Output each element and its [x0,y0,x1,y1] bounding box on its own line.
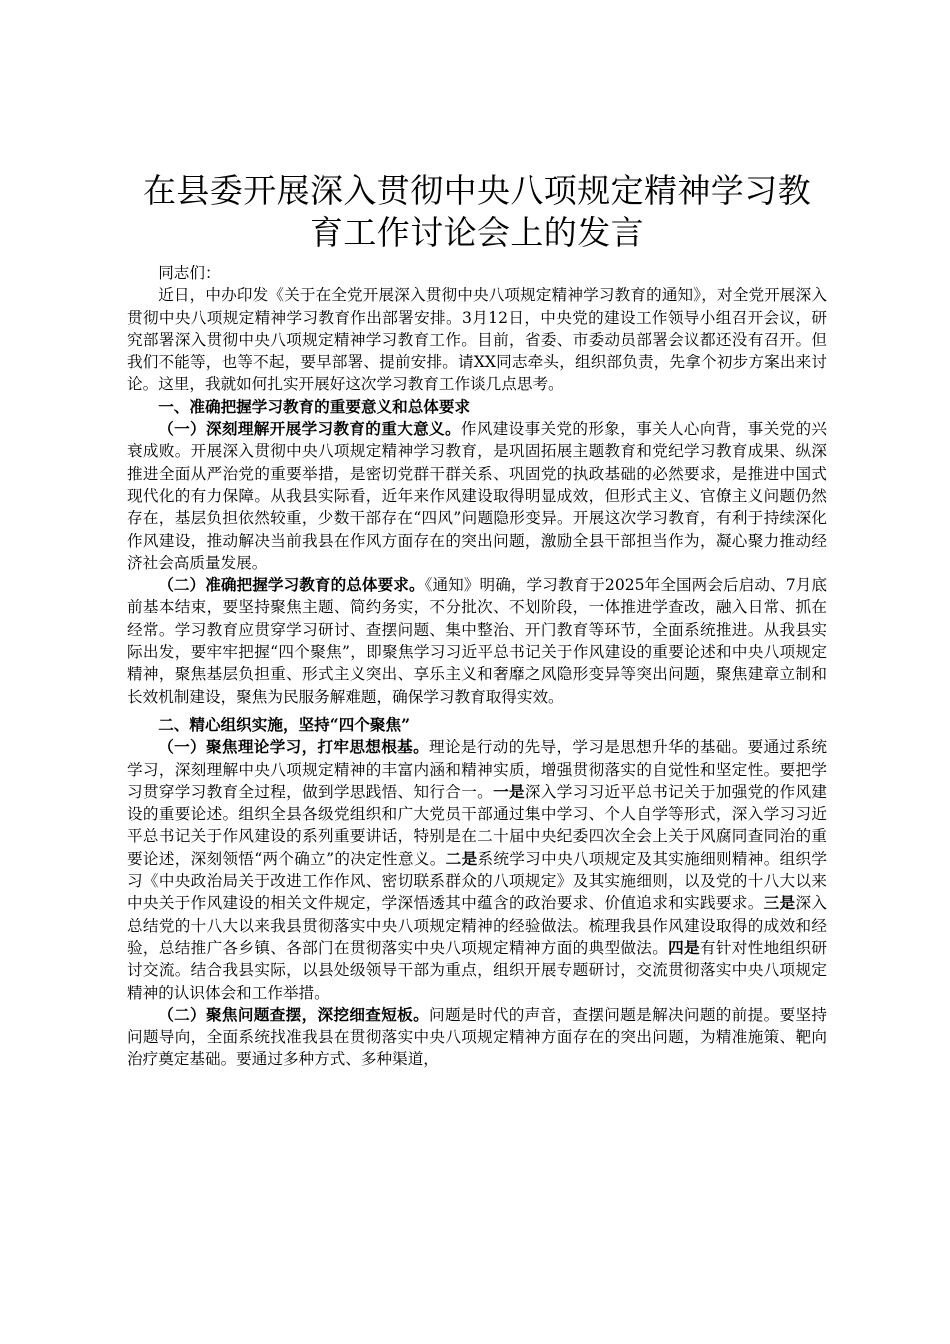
document-title [123,170,831,254]
paragraph-requirements [127,574,827,708]
body-theory-2: 深入学习习近平总书记关于加强党的作风建设的重要论述。组织全县各级党组织和广大党员干部通过集中学习、个人自学等形式，深入学习习近平总书记关于作风建设的系列重要讲话，特别是在二十届中央纪委四次全会上关于风腐同查同治的重要论述，深刻领悟“两个确立”的决定性意义。 [127,782,827,868]
section-heading-2: 二、精心组织实施，坚持“四个聚焦” [158,714,411,734]
subheading-theory-study: （一）聚焦理论学习，打牢思想根基。 [158,737,430,757]
body-theory-5: 有针对性地组织研讨交流。结合我县实际，以县处级领导干部为重点，组织开展专题研讨，交流贯彻落实中央八项规定精神的认识体会和工作举措。 [127,938,827,1002]
body-problem-check: 问题是时代的声音，查摆问题是解决问题的前提。要坚持问题导向，全面系统找准我县在贯彻落实中央八项规定精神方面存在的突出问题，为精准施策、靶向治疗奠定基础。要通过多种方式、多种渠道， [127,1005,827,1069]
ordinal-3: 三是 [763,893,796,913]
salutation: 同志们： [158,264,221,282]
document-page [127,170,827,1071]
ordinal-2: 二是 [445,848,478,868]
body-requirements: 《通知》明确，学习教育于2025年全国两会后启动、7月底前基本结束，要坚持聚焦主题、简约务实，不分批次、不划阶段，一体推进学查改，融入日常、抓在经常。学习教育应贯穿学习研讨、查摆问题、集中整治、开门教育等环节，全面系统推进。从我县实际出发，要牢牢把握“四个聚焦”，即聚焦学习习近平总书记关于作风建设的重要论述和中央八项规定精神，聚焦基层负担重、形式主义突出、享乐主义和奢靡之风隐形变异等突出问题，聚焦建章立制和长效机制建设，聚焦为民服务解难题，确保学习教育取得实效。 [127,576,827,706]
body-theory-4: 深入总结党的十八大以来我县贯彻落实中央八项规定精神的经验做法。梳理我县作风建设取得的成效和经验，总结推广各乡镇、各部门在贯彻落实中央八项规定精神方面的典型做法。 [127,894,827,957]
paragraph-theory-study [127,736,827,1004]
subheading-significance: （一）深刻理解开展学习教育的重大意义。 [158,419,461,439]
paragraph-significance [127,418,827,574]
subheading-requirements: （二）准确把握学习教育的总体要求。 [158,575,425,595]
intro-paragraph: 近日，中办印发《关于在全党开展深入贯彻中央八项规定精神学习教育的通知》，对全党开展深入贯彻中央八项规定精神学习教育作出部署安排。3月12日，中央党的建设工作领导小组召开会议，研究部署深入贯彻中央八项规定精神学习教育工作。目前，省委、市委动员部署会议都还没有召开。但我们不能等，也等不起，要早部署、提前安排。请XX同志牵头，组织部负责，先拿个初步方案出来讨论。这里，我就如何扎实开展好这次学习教育工作谈几点思考。 [127,286,827,394]
ordinal-4: 四是 [668,937,700,957]
title-line-2: 育工作讨论会上的发言 [310,213,644,252]
paragraph-problem-check [127,1004,827,1071]
section-heading-1: 一、准确把握学习教育的重要意义和总体要求 [158,396,471,416]
ordinal-1: 一是 [493,781,525,801]
subheading-problem-check: （二）聚焦问题查摆，深挖细查短板。 [158,1004,430,1024]
body-theory-3: 系统学习中央八项规定及其实施细则精神。组织学习《中央政治局关于改进工作作风、密切联系群众的八项规定》及其实施细则，以及党的十八大以来中央关于作风建设的相关文件规定，学深悟透其中蕴含的政治要求、价值追求和实践要求。 [127,849,827,913]
body-theory-1: 理论是行动的先导，学习是思想升华的基础。要通过系统学习，深刻理解中央八项规定精神的丰富内涵和精神实质，增强贯彻落实的自觉性和坚定性。要把学习贯穿学习教育全过程，做到学思践悟、知行合一。 [127,738,827,801]
body-significance: 作风建设事关党的形象，事关人心向背，事关党的兴衰成败。开展深入贯彻中央八项规定精神学习教育，是巩固拓展主题教育和党纪学习教育成果、纵深推进全面从严治党的重要举措，是密切党群干群关系、巩固党的执政基础的必然要求，是推进中国式现代化的有力保障。从我县实际看，近年来作风建设取得明显成效，但形式主义、官僚主义问题仍然存在，基层负担依然较重，少数干部存在“四风”问题隐形变异。开展这次学习教育，有利于持续深化作风建设，推动解决当前我县在作风方面存在的突出问题，激励全县干部担当作为，凝心聚力推动经济社会高质量发展。 [127,420,827,572]
title-line-1: 在县委开展深入贯彻中央八项规定精神学习教 [143,171,811,210]
